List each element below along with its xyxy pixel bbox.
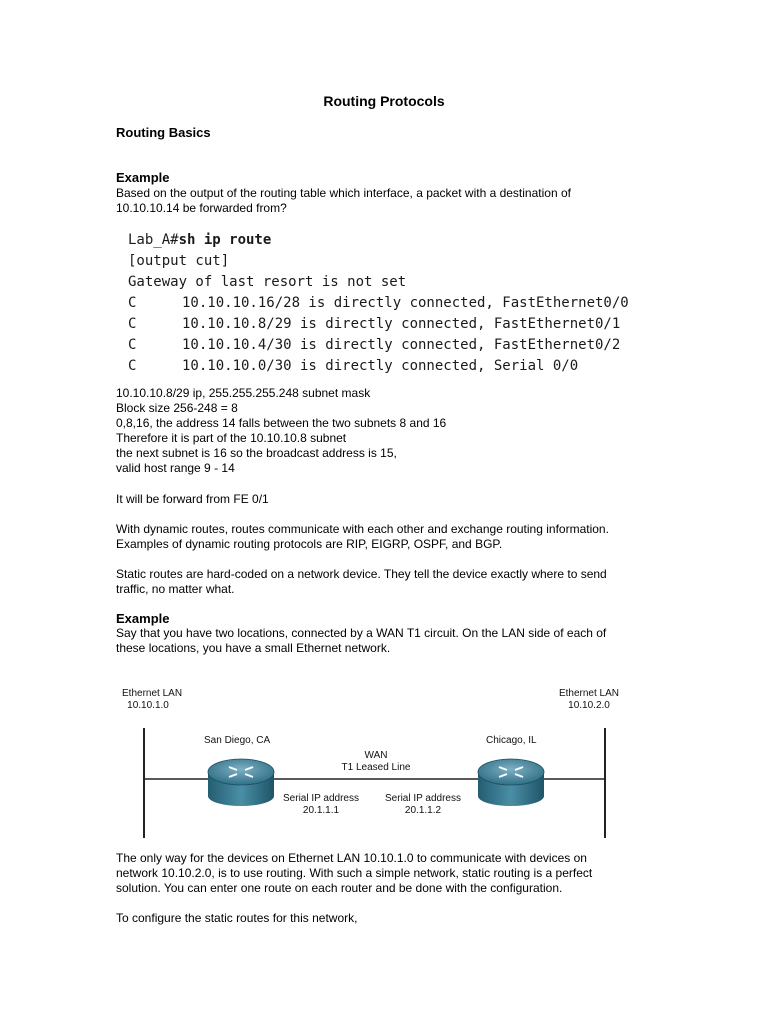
example-heading: Example (116, 170, 170, 185)
route-entry (128, 293, 648, 314)
text-line: solution. You can enter one route on each router and be done with the configuration. (116, 881, 563, 895)
route-text: 10.10.10.4/30 is directly connected, FastEthernet0/2 (182, 337, 621, 353)
text-line: Examples of dynamic routing protocols are RIP, EIGRP, OSPF, and BGP. (116, 537, 503, 551)
route-text: 10.10.10.8/29 is directly connected, FastEthernet0/1 (182, 316, 621, 332)
cli-gateway-line: Gateway of last resort is not set (128, 274, 407, 290)
example-question (116, 186, 656, 216)
right-site-label: Chicago, IL (486, 735, 537, 746)
cli-output-cut: [output cut] (128, 253, 230, 269)
explanation-text (116, 386, 656, 476)
right-lan-title: Ethernet LAN (558, 688, 620, 699)
route-text: 10.10.10.0/30 is directly connected, Serial 0/0 (182, 358, 579, 374)
text-line: network 10.10.2.0, is to use routing. With such a simple network, static routing is a perfect (116, 866, 593, 880)
right-router-icon (478, 759, 544, 806)
text-line: Block size 256-248 = 8 (116, 401, 238, 415)
text-line: Static routes are hard-coded on a network device. They tell the device exactly where to send (116, 567, 607, 581)
route-text: 10.10.10.16/28 is directly connected, FastEthernet0/0 (182, 295, 629, 311)
text-line: the next subnet is 16 so the broadcast address is 15, (116, 446, 397, 460)
document-title: Routing Protocols (323, 93, 445, 109)
route-code: C (128, 358, 137, 374)
left-serial-label (276, 793, 366, 817)
text-line: It will be forward from FE 0/1 (116, 492, 269, 506)
right-serial-ip: 20.1.1.2 (404, 805, 442, 816)
text-line: 10.10.10.14 be forwarded from? (116, 201, 287, 215)
text-line: With dynamic routes, routes communicate with each other and exchange routing information. (116, 522, 609, 536)
right-serial-title: Serial IP address (385, 793, 461, 804)
dynamic-routes-paragraph (116, 522, 656, 552)
route-entry (128, 356, 648, 377)
network-diagram (116, 680, 636, 840)
text-line: To configure the static routes for this network, (116, 911, 358, 925)
cli-output (128, 230, 648, 377)
text-line: Therefore it is part of the 10.10.10.8 subnet (116, 431, 347, 445)
text-line: 10.10.10.8/29 ip, 255.255.255.248 subnet mask (116, 386, 371, 400)
text-line: Based on the output of the routing table which interface, a packet with a destination of (116, 186, 571, 200)
left-lan-label (122, 688, 183, 712)
final-paragraph (116, 911, 656, 926)
cli-command: sh ip route (178, 232, 272, 248)
left-serial-title: Serial IP address (283, 793, 359, 804)
left-serial-ip: 20.1.1.1 (302, 805, 340, 816)
left-site-label: San Diego, CA (204, 735, 271, 746)
closing-paragraph (116, 851, 656, 896)
route-code: C (128, 295, 137, 311)
route-code: C (128, 337, 137, 353)
static-routes-paragraph (116, 567, 656, 597)
wan-subtitle: T1 Leased Line (341, 762, 411, 773)
text-line: 0,8,16, the address 14 falls between the two subnets 8 and 16 (116, 416, 447, 430)
left-lan-network: 10.10.1.0 (127, 700, 169, 711)
right-lan-label (556, 688, 622, 712)
text-line: traffic, no matter what. (116, 582, 235, 596)
section-heading: Routing Basics (116, 125, 211, 140)
text-line: valid host range 9 - 14 (116, 461, 235, 475)
example2-text (116, 626, 656, 656)
left-router-icon (208, 759, 274, 806)
cli-prompt: Lab_A# (128, 232, 179, 248)
answer-text (116, 492, 656, 507)
right-lan-network: 10.10.2.0 (568, 700, 610, 711)
route-entry (128, 314, 648, 335)
text-line: these locations, you have a small Ethernet network. (116, 641, 391, 655)
example-heading: Example (116, 611, 170, 626)
cli-command-line (128, 230, 648, 251)
wan-label (316, 750, 436, 774)
route-entry (128, 335, 648, 356)
right-serial-label (378, 793, 468, 817)
wan-title: WAN (364, 750, 388, 761)
text-line: The only way for the devices on Ethernet LAN 10.10.1.0 to communicate with devices on (116, 851, 587, 865)
left-lan-title: Ethernet LAN (122, 688, 183, 699)
route-code: C (128, 316, 137, 332)
text-line: Say that you have two locations, connected by a WAN T1 circuit. On the LAN side of each of (116, 626, 607, 640)
